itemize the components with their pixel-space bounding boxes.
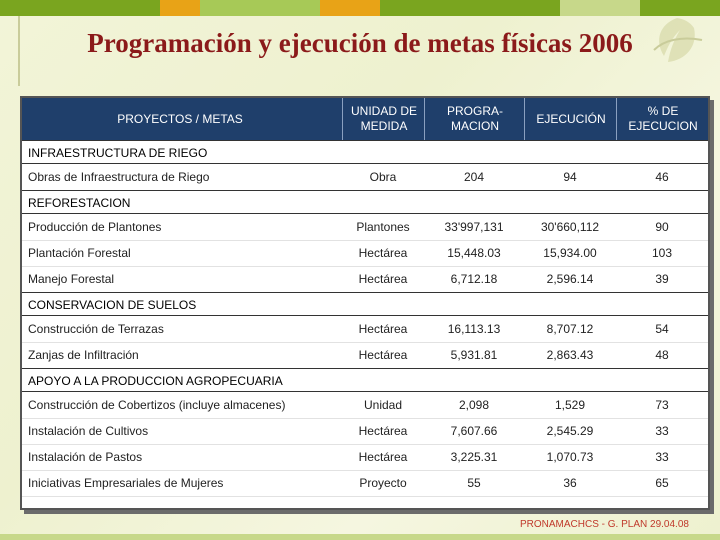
table-row (22, 470, 708, 497)
unidad-cell: Hectárea (358, 424, 408, 438)
footer-credit: PRONAMACHCS - G. PLAN 29.04.08 (520, 519, 689, 530)
meta-name: Iniciativas Empresariales de Mujeres (28, 476, 224, 490)
metas-table (20, 96, 710, 510)
section-conservacion: CONSERVACION DE SUELOS (22, 292, 708, 316)
programacion-cell: 2,098 (458, 398, 490, 412)
ejecucion-cell: 15,934.00 (543, 246, 597, 260)
meta-name: Producción de Plantones (28, 220, 162, 234)
header-ejecucion: EJECUCIÓN (524, 98, 617, 140)
meta-name: Instalación de Pastos (28, 450, 143, 464)
unidad-cell: Obra (369, 170, 397, 184)
section-reforestacion: REFORESTACION (22, 190, 708, 214)
meta-name: Obras de Infraestructura de Riego (28, 170, 210, 184)
programacion-cell: 204 (463, 170, 485, 184)
ejecucion-cell: 36 (563, 476, 577, 490)
unidad-cell: Hectárea (358, 246, 408, 260)
porcentaje-cell: 54 (655, 322, 669, 336)
meta-name: Zanjas de Infiltración (28, 348, 139, 362)
table-row (22, 214, 708, 241)
porcentaje-cell: 33 (655, 450, 669, 464)
ejecucion-cell: 2,863.43 (546, 348, 594, 362)
programacion-cell: 6,712.18 (450, 272, 498, 286)
programacion-cell: 3,225.31 (450, 450, 498, 464)
unidad-cell: Hectárea (358, 348, 408, 362)
programacion-cell: 15,448.03 (447, 246, 501, 260)
ejecucion-cell: 1,529 (554, 398, 586, 412)
porcentaje-cell: 39 (655, 272, 669, 286)
header-porcentaje: % DE EJECUCION (616, 98, 709, 140)
table-row (22, 164, 708, 191)
header-proyectos: PROYECTOS / METAS (117, 111, 243, 126)
unidad-cell: Hectárea (358, 450, 408, 464)
meta-name: Plantación Forestal (28, 246, 131, 260)
programacion-cell: 5,931.81 (450, 348, 498, 362)
ejecucion-cell: 2,596.14 (546, 272, 594, 286)
porcentaje-cell: 65 (655, 476, 669, 490)
table-row (22, 444, 708, 471)
table-row (22, 240, 708, 267)
porcentaje-cell: 46 (655, 170, 669, 184)
table-row (22, 266, 708, 293)
porcentaje-cell: 48 (655, 348, 669, 362)
header-unidad: UNIDAD DE MEDIDA (342, 98, 425, 140)
ejecucion-cell: 30'660,112 (540, 220, 600, 234)
meta-name: Instalación de Cultivos (28, 424, 149, 438)
meta-name: Construcción de Terrazas (28, 322, 164, 336)
header-programacion: PROGRA- MACION (424, 98, 525, 140)
programacion-cell: 16,113.13 (447, 322, 501, 336)
ejecucion-cell: 1,070.73 (546, 450, 594, 464)
unidad-cell: Hectárea (358, 322, 408, 336)
table-row (22, 392, 708, 419)
unidad-cell: Unidad (363, 398, 403, 412)
programacion-cell: 7,607.66 (450, 424, 498, 438)
table-row (22, 316, 708, 343)
unidad-cell: Hectárea (358, 272, 408, 286)
porcentaje-cell: 33 (655, 424, 669, 438)
section-infraestructura: INFRAESTRUCTURA DE RIEGO (22, 140, 708, 164)
programacion-cell: 33'997,131 (444, 220, 504, 234)
programacion-cell: 55 (467, 476, 481, 490)
bottom-color-bar (0, 534, 720, 540)
ejecucion-cell: 2,545.29 (546, 424, 594, 438)
table-row (22, 342, 708, 369)
porcentaje-cell: 90 (655, 220, 669, 234)
table-row (22, 418, 708, 445)
table-header (22, 98, 708, 140)
unidad-cell: Plantones (356, 220, 410, 234)
meta-name: Construcción de Cobertizos (incluye almacenes) (28, 398, 286, 412)
meta-name: Manejo Forestal (28, 272, 115, 286)
top-color-bar (0, 0, 720, 16)
page-title: Programación y ejecución de metas físicas 2006 (87, 28, 633, 58)
unidad-cell: Proyecto (359, 476, 407, 490)
porcentaje-cell: 103 (651, 246, 673, 260)
section-apoyo: APOYO A LA PRODUCCION AGROPECUARIA (22, 368, 708, 392)
ejecucion-cell: 94 (563, 170, 577, 184)
ejecucion-cell: 8,707.12 (546, 322, 594, 336)
porcentaje-cell: 73 (655, 398, 669, 412)
